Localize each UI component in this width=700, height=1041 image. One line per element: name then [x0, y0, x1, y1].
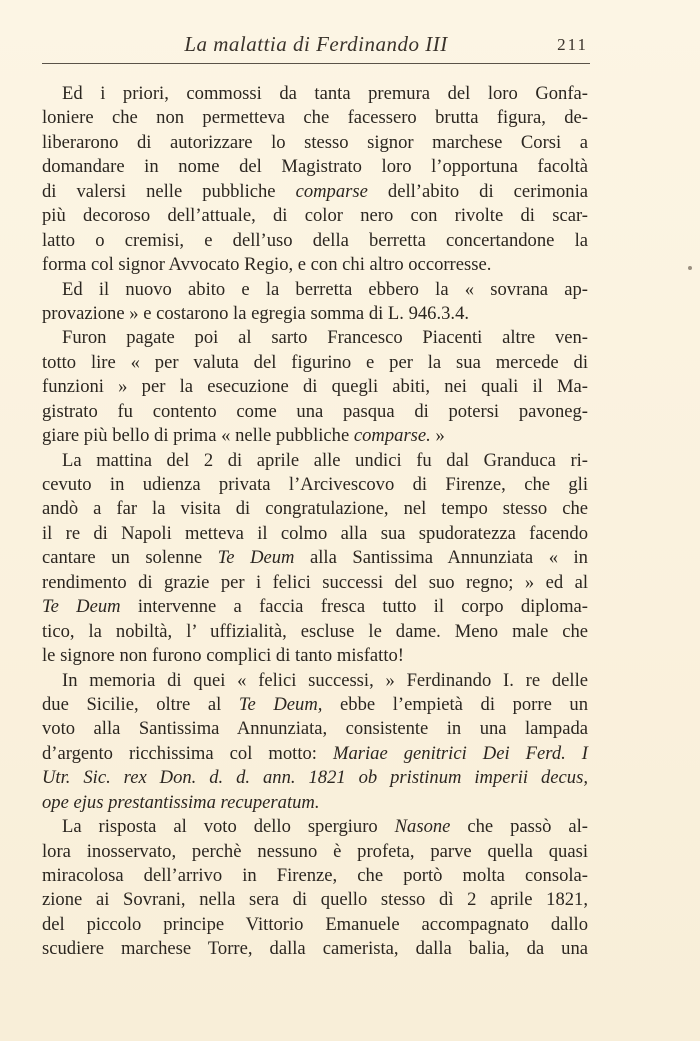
text-line: lora inosservato, perchè nessuno è profeta, parve quella quasi — [42, 840, 588, 862]
text-run: La risposta al voto dello spergiuro — [62, 816, 395, 838]
text-line — [42, 546, 588, 570]
text-run: ebbe l’empietà di porre un — [322, 693, 589, 715]
paragraph-6 — [42, 815, 588, 962]
text-line: liberarono di autorizzare lo stesso signor marchese Corsi a — [42, 131, 588, 153]
text-line — [42, 766, 588, 790]
text-line: latto o cremisi, e dell’uso della berretta concertandone la — [42, 229, 588, 251]
text-line: rendimento di grazie per i felici successi del suo regno; » ed al — [42, 571, 588, 593]
italic-run: Mariae genitrici Dei Ferd. I — [332, 742, 588, 764]
text-line — [42, 595, 588, 619]
text-line: le signore non furono complici di tanto misfatto! — [42, 645, 404, 667]
text-run: intervenne a faccia fresca tutto il corpo diploma- — [120, 596, 588, 618]
text-line — [42, 791, 588, 815]
text-run: cantare un solenne — [42, 547, 218, 569]
body-text — [42, 82, 588, 962]
text-line: totto lire « per valuta del figurino e per la sua mercede di — [42, 351, 588, 373]
paragraph-2 — [42, 278, 588, 327]
italic-run: Te Deum, — [238, 693, 323, 715]
text-run: due Sicilie, oltre al — [42, 693, 239, 715]
text-line — [42, 693, 588, 717]
text-line: In memoria di quei « felici successi, » Ferdinando I. re delle — [62, 669, 588, 691]
italic-run: Te Deum — [42, 596, 121, 618]
text-run: » — [430, 425, 445, 447]
italic-run: comparse. — [353, 425, 431, 447]
text-line: gistrato fu contento come una pasqua di potersi pavoneg- — [42, 400, 588, 422]
header-rule — [42, 63, 590, 64]
italic-run: ope ejus prestantissima recuperatum. — [42, 791, 320, 813]
text-line: voto alla Santissima Annunziata, consistente in una lampada — [42, 718, 588, 740]
paragraph-3 — [42, 326, 588, 448]
text-run: che passò al- — [450, 816, 588, 838]
text-line: Ed il nuovo abito e la berretta ebbero la « sovrana ap- — [62, 278, 588, 300]
italic-run: comparse — [295, 180, 368, 202]
text-line: funzioni » per la esecuzione di quegli abiti, nei quali il Ma- — [42, 376, 588, 398]
italic-run: Nasone — [394, 816, 451, 838]
text-run: giare più bello di prima « nelle pubbliche — [42, 425, 354, 447]
running-title: La malattia di Ferdinando III — [184, 32, 448, 56]
text-line — [42, 424, 588, 448]
text-line: cevuto in udienza privata l’Arcivescovo di Firenze, che gli — [42, 474, 588, 495]
text-line — [42, 815, 588, 839]
page-number: 211 — [557, 35, 588, 54]
text-line: La mattina del 2 di aprile alle undici fu dal Granduca ri- — [62, 449, 588, 471]
paragraph-4 — [42, 449, 588, 669]
text-line: del piccolo principe Vittorio Emanuele accompagnato dallo — [42, 913, 588, 935]
text-line — [42, 742, 588, 766]
text-line: andò a far la visita di congratulazione, nel tempo stesso che — [42, 498, 588, 520]
text-line — [42, 180, 588, 204]
paragraph-1 — [42, 82, 588, 278]
text-line: forma col signor Avvocato Regio, e con chi altro occorresse. — [42, 254, 492, 276]
text-line: Furon pagate poi al sarto Francesco Piacenti altre ven- — [62, 327, 588, 349]
italic-run: Te Deum — [217, 547, 295, 569]
text-line: zione ai Sovrani, nella sera di quello stesso dì 2 aprile 1821, — [42, 889, 588, 911]
page-header — [42, 32, 590, 62]
text-line: tico, la nobiltà, l’ uffizialità, escluse le dame. Meno male che — [42, 620, 588, 642]
text-line: scudiere marchese Torre, dalla camerista, dalla balia, da una — [42, 938, 588, 960]
paragraph-5 — [42, 669, 588, 816]
italic-run: Utr. Sic. rex Don. d. d. ann. 1821 ob pristinum imperii decus, — [42, 767, 588, 789]
text-line: il re di Napoli metteva il colmo alla sua spudoratezza facendo — [42, 522, 588, 544]
text-line: domandare in nome del Magistrato loro l’opportuna facoltà — [42, 156, 588, 178]
text-run: dell’abito di cerimonia — [367, 180, 588, 202]
margin-dot — [688, 266, 692, 270]
text-line: loniere che non permetteva che facessero brutta figura, de- — [42, 107, 588, 129]
text-run: di valersi nelle pubbliche — [42, 180, 296, 202]
text-run: alla Santissima Annunziata « in — [294, 547, 588, 569]
text-line: più decoroso dell’attuale, di color nero con rivolte di scar- — [42, 205, 588, 227]
text-run: d’argento ricchissima col motto: — [42, 742, 333, 764]
text-line: miracolosa dell’arrivo in Firenze, che portò molta consola- — [42, 865, 588, 886]
text-line: Ed i priori, commossi da tanta premura del loro Gonfa- — [62, 83, 588, 104]
text-line: provazione » e costarono la egregia somma di L. 946.3.4. — [42, 302, 470, 324]
